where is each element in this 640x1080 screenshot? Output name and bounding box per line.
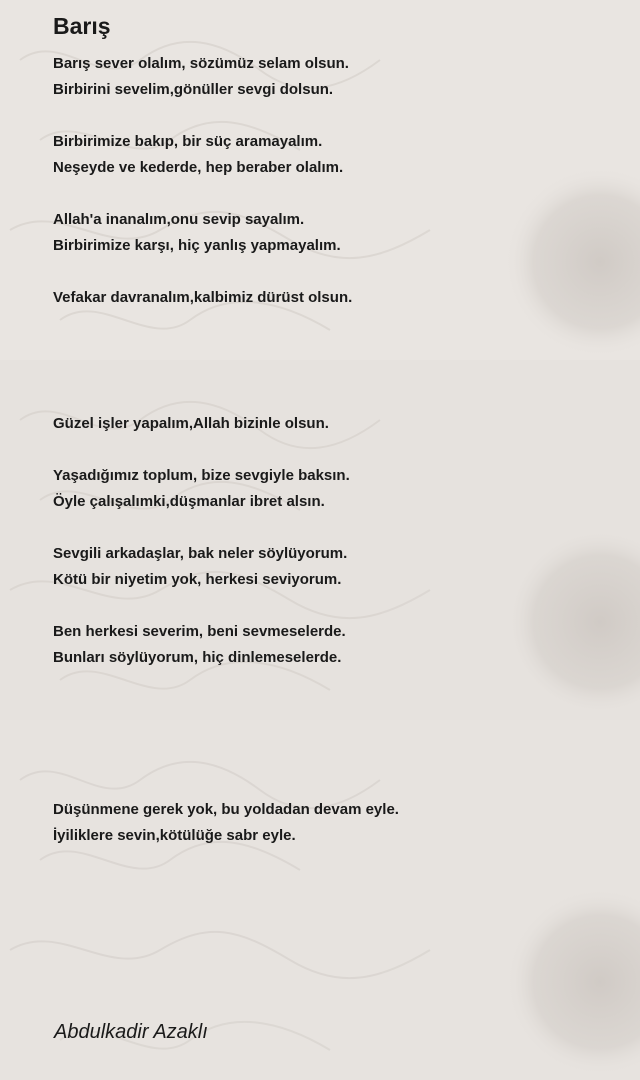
poem-line: Sevgili arkadaşlar, bak neler söylüyorum. (53, 545, 348, 562)
poem-line: Birbirini sevelim,gönüller sevgi dolsun. (53, 81, 334, 98)
poem-line: Vefakar davranalım,kalbimiz dürüst olsun. (53, 289, 353, 306)
poem-line: Öyle çalışalımki,düşmanlar ibret alsın. (53, 493, 325, 510)
poem-line: Yaşadığımız toplum, bize sevgiyle baksın. (53, 467, 350, 484)
poem-line: Birbirimize karşı, hiç yanlış yapmayalım. (53, 237, 341, 254)
poem-line: Allah'a inanalım,onu sevip sayalım. (53, 211, 305, 228)
poem-line: Ben herkesi severim, beni sevmeselerde. (53, 623, 346, 640)
poem-line: Kötü bir niyetim yok, herkesi seviyorum. (53, 571, 342, 588)
poem-line: Neşeyde ve kederde, hep beraber olalım. (53, 159, 344, 176)
poem-author: Abdulkadir Azaklı (54, 1021, 208, 1043)
poem-line: Barış sever olalım, sözümüz selam olsun. (53, 55, 349, 72)
poem-line: Bunları söylüyorum, hiç dinlemeselerde. (53, 649, 342, 666)
poem-line: Güzel işler yapalım,Allah bizinle olsun. (53, 415, 329, 432)
poem-line: Düşünmene gerek yok, bu yoldadan devam eyle. (53, 801, 399, 818)
poem-line: İyiliklere sevin,kötülüğe sabr eyle. (53, 827, 296, 844)
poem-title: Barış (53, 13, 111, 39)
poem-line: Birbirimize bakıp, bir süç aramayalım. (53, 133, 323, 150)
